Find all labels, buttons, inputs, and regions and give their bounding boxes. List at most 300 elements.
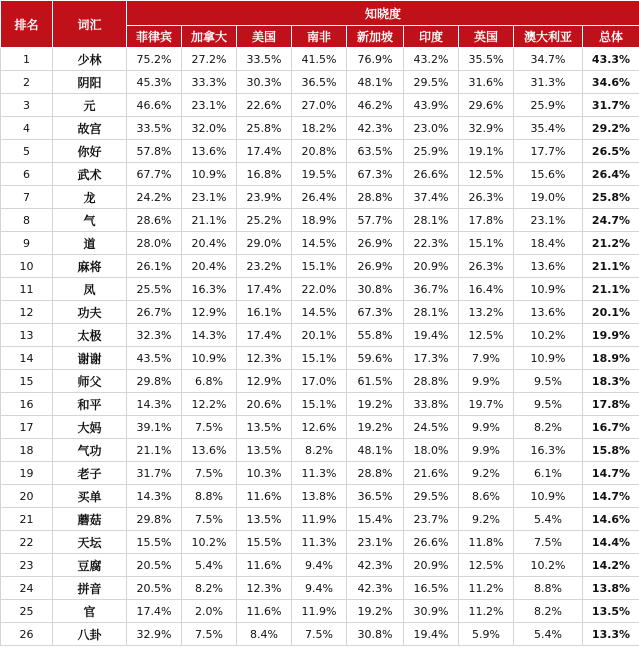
country-value-cell: 19.0% [514, 186, 583, 209]
rank-cell: 5 [1, 140, 53, 163]
country-value-cell: 11.9% [292, 508, 347, 531]
country-value-cell: 19.4% [404, 324, 459, 347]
country-value-cell: 28.8% [347, 462, 404, 485]
country-value-cell: 8.2% [292, 439, 347, 462]
table-row [1, 462, 639, 485]
country-value-cell: 18.9% [292, 209, 347, 232]
country-value-cell: 25.8% [237, 117, 292, 140]
table-row [1, 347, 639, 370]
term-cell: 麻将 [53, 255, 127, 278]
table-row [1, 393, 639, 416]
country-value-cell: 10.9% [514, 347, 583, 370]
country-value-cell: 57.7% [347, 209, 404, 232]
country-value-cell: 35.5% [459, 48, 514, 71]
term-cell: 武术 [53, 163, 127, 186]
country-value-cell: 12.6% [292, 416, 347, 439]
table-row [1, 623, 639, 646]
country-value-cell: 13.5% [237, 439, 292, 462]
rank-cell: 23 [1, 554, 53, 577]
rank-cell: 16 [1, 393, 53, 416]
rank-cell: 20 [1, 485, 53, 508]
country-value-cell: 20.6% [237, 393, 292, 416]
term-cell: 豆腐 [53, 554, 127, 577]
country-value-cell: 16.3% [182, 278, 237, 301]
country-value-cell: 5.4% [514, 623, 583, 646]
country-value-cell: 26.3% [459, 255, 514, 278]
country-value-cell: 23.1% [347, 531, 404, 554]
country-value-cell: 28.8% [404, 370, 459, 393]
country-value-cell: 10.2% [514, 554, 583, 577]
country-value-cell: 11.8% [459, 531, 514, 554]
total-value-cell: 18.3% [583, 370, 639, 393]
country-value-cell: 24.5% [404, 416, 459, 439]
country-value-cell: 22.6% [237, 94, 292, 117]
country-value-cell: 8.8% [514, 577, 583, 600]
rank-cell: 11 [1, 278, 53, 301]
total-value-cell: 21.2% [583, 232, 639, 255]
country-value-cell: 6.1% [514, 462, 583, 485]
country-value-cell: 7.5% [182, 623, 237, 646]
country-value-cell: 36.5% [292, 71, 347, 94]
country-value-cell: 2.0% [182, 600, 237, 623]
country-value-cell: 25.2% [237, 209, 292, 232]
country-value-cell: 76.9% [347, 48, 404, 71]
country-value-cell: 32.9% [127, 623, 182, 646]
term-cell: 谢谢 [53, 347, 127, 370]
table-row [1, 140, 639, 163]
country-value-cell: 42.3% [347, 117, 404, 140]
country-value-cell: 6.8% [182, 370, 237, 393]
country-value-cell: 25.9% [404, 140, 459, 163]
term-cell: 元 [53, 94, 127, 117]
country-value-cell: 9.2% [459, 462, 514, 485]
country-value-cell: 7.9% [459, 347, 514, 370]
rank-cell: 25 [1, 600, 53, 623]
country-value-cell: 12.9% [182, 301, 237, 324]
total-value-cell: 16.7% [583, 416, 639, 439]
country-value-cell: 11.6% [237, 600, 292, 623]
country-value-cell: 46.2% [347, 94, 404, 117]
total-value-cell: 29.2% [583, 117, 639, 140]
country-value-cell: 23.9% [237, 186, 292, 209]
total-value-cell: 24.7% [583, 209, 639, 232]
country-value-cell: 11.6% [237, 485, 292, 508]
country-value-cell: 36.5% [347, 485, 404, 508]
rank-cell: 15 [1, 370, 53, 393]
country-value-cell: 10.3% [237, 462, 292, 485]
rank-cell: 3 [1, 94, 53, 117]
country-value-cell: 20.8% [292, 140, 347, 163]
rank-cell: 8 [1, 209, 53, 232]
country-value-cell: 28.1% [404, 209, 459, 232]
term-cell: 和平 [53, 393, 127, 416]
country-value-cell: 20.9% [404, 554, 459, 577]
country-value-cell: 13.6% [182, 140, 237, 163]
country-value-cell: 21.6% [404, 462, 459, 485]
rank-cell: 12 [1, 301, 53, 324]
country-value-cell: 28.1% [404, 301, 459, 324]
total-value-cell: 14.7% [583, 462, 639, 485]
total-value-cell: 13.8% [583, 577, 639, 600]
country-value-cell: 10.9% [182, 347, 237, 370]
country-value-cell: 8.6% [459, 485, 514, 508]
total-value-cell: 25.8% [583, 186, 639, 209]
country-value-cell: 11.3% [292, 462, 347, 485]
total-value-cell: 14.6% [583, 508, 639, 531]
country-value-cell: 13.5% [237, 508, 292, 531]
total-value-cell: 21.1% [583, 278, 639, 301]
country-value-cell: 11.9% [292, 600, 347, 623]
country-value-cell: 26.9% [347, 255, 404, 278]
country-value-cell: 15.1% [459, 232, 514, 255]
country-value-cell: 61.5% [347, 370, 404, 393]
total-value-cell: 14.2% [583, 554, 639, 577]
table-row [1, 94, 639, 117]
total-value-cell: 21.1% [583, 255, 639, 278]
country-value-cell: 10.9% [514, 278, 583, 301]
country-header: 印度 [404, 26, 459, 48]
country-value-cell: 17.7% [514, 140, 583, 163]
total-value-cell: 17.8% [583, 393, 639, 416]
country-value-cell: 13.5% [237, 416, 292, 439]
country-value-cell: 27.0% [292, 94, 347, 117]
country-value-cell: 13.6% [182, 439, 237, 462]
country-value-cell: 7.5% [514, 531, 583, 554]
country-value-cell: 33.8% [404, 393, 459, 416]
country-value-cell: 13.6% [514, 301, 583, 324]
rank-cell: 22 [1, 531, 53, 554]
country-value-cell: 8.2% [182, 577, 237, 600]
total-value-cell: 20.1% [583, 301, 639, 324]
term-cell: 道 [53, 232, 127, 255]
country-header: 美国 [237, 26, 292, 48]
country-value-cell: 21.1% [182, 209, 237, 232]
table-row [1, 531, 639, 554]
country-value-cell: 21.1% [127, 439, 182, 462]
country-value-cell: 8.4% [237, 623, 292, 646]
country-value-cell: 29.5% [404, 71, 459, 94]
term-cell: 功夫 [53, 301, 127, 324]
table-row [1, 485, 639, 508]
country-value-cell: 16.8% [237, 163, 292, 186]
country-value-cell: 8.2% [514, 416, 583, 439]
country-value-cell: 13.2% [459, 301, 514, 324]
term-cell: 八卦 [53, 623, 127, 646]
country-value-cell: 16.4% [459, 278, 514, 301]
country-value-cell: 23.2% [237, 255, 292, 278]
total-value-cell: 26.4% [583, 163, 639, 186]
term-cell: 阴阳 [53, 71, 127, 94]
country-value-cell: 26.6% [404, 163, 459, 186]
term-header: 词汇 [53, 1, 127, 48]
country-value-cell: 32.3% [127, 324, 182, 347]
country-value-cell: 30.9% [404, 600, 459, 623]
country-value-cell: 25.5% [127, 278, 182, 301]
country-value-cell: 10.2% [182, 531, 237, 554]
country-value-cell: 23.1% [182, 94, 237, 117]
country-value-cell: 9.9% [459, 439, 514, 462]
table-row [1, 370, 639, 393]
table-row [1, 577, 639, 600]
table-row [1, 416, 639, 439]
country-value-cell: 18.0% [404, 439, 459, 462]
country-value-cell: 48.1% [347, 439, 404, 462]
country-value-cell: 12.3% [237, 577, 292, 600]
rank-cell: 6 [1, 163, 53, 186]
country-value-cell: 15.5% [237, 531, 292, 554]
country-value-cell: 26.4% [292, 186, 347, 209]
country-value-cell: 55.8% [347, 324, 404, 347]
country-value-cell: 10.2% [514, 324, 583, 347]
country-value-cell: 15.5% [127, 531, 182, 554]
table-row [1, 232, 639, 255]
country-value-cell: 57.8% [127, 140, 182, 163]
term-cell: 大妈 [53, 416, 127, 439]
rank-cell: 24 [1, 577, 53, 600]
country-value-cell: 26.9% [347, 232, 404, 255]
country-value-cell: 23.1% [182, 186, 237, 209]
country-value-cell: 5.4% [514, 508, 583, 531]
country-value-cell: 20.5% [127, 554, 182, 577]
country-value-cell: 42.3% [347, 577, 404, 600]
term-cell: 你好 [53, 140, 127, 163]
country-value-cell: 31.6% [459, 71, 514, 94]
country-value-cell: 22.0% [292, 278, 347, 301]
country-value-cell: 12.5% [459, 554, 514, 577]
country-value-cell: 26.7% [127, 301, 182, 324]
country-value-cell: 16.1% [237, 301, 292, 324]
country-value-cell: 15.1% [292, 347, 347, 370]
rank-cell: 4 [1, 117, 53, 140]
term-cell: 老子 [53, 462, 127, 485]
country-value-cell: 18.2% [292, 117, 347, 140]
country-value-cell: 19.2% [347, 416, 404, 439]
country-value-cell: 59.6% [347, 347, 404, 370]
country-value-cell: 26.6% [404, 531, 459, 554]
country-value-cell: 12.9% [237, 370, 292, 393]
total-value-cell: 34.6% [583, 71, 639, 94]
table-row [1, 324, 639, 347]
term-cell: 龙 [53, 186, 127, 209]
country-value-cell: 11.3% [292, 531, 347, 554]
country-value-cell: 14.3% [127, 485, 182, 508]
country-value-cell: 7.5% [182, 508, 237, 531]
total-value-cell: 13.3% [583, 623, 639, 646]
country-value-cell: 28.6% [127, 209, 182, 232]
table-row [1, 439, 639, 462]
table-row [1, 71, 639, 94]
table-row [1, 163, 639, 186]
country-value-cell: 20.5% [127, 577, 182, 600]
country-value-cell: 17.3% [404, 347, 459, 370]
country-value-cell: 33.5% [127, 117, 182, 140]
country-value-cell: 29.5% [404, 485, 459, 508]
total-value-cell: 19.9% [583, 324, 639, 347]
country-value-cell: 7.5% [182, 462, 237, 485]
table-row [1, 278, 639, 301]
country-value-cell: 26.1% [127, 255, 182, 278]
table-row [1, 255, 639, 278]
rank-cell: 17 [1, 416, 53, 439]
country-value-cell: 16.3% [514, 439, 583, 462]
rank-cell: 9 [1, 232, 53, 255]
country-value-cell: 22.3% [404, 232, 459, 255]
country-value-cell: 9.9% [459, 370, 514, 393]
rank-cell: 26 [1, 623, 53, 646]
country-value-cell: 15.4% [347, 508, 404, 531]
country-value-cell: 19.1% [459, 140, 514, 163]
country-value-cell: 30.3% [237, 71, 292, 94]
country-value-cell: 33.3% [182, 71, 237, 94]
country-value-cell: 10.9% [182, 163, 237, 186]
country-value-cell: 20.9% [404, 255, 459, 278]
country-value-cell: 43.9% [404, 94, 459, 117]
country-value-cell: 17.4% [237, 140, 292, 163]
country-value-cell: 20.4% [182, 232, 237, 255]
country-value-cell: 15.1% [292, 255, 347, 278]
term-cell: 太极 [53, 324, 127, 347]
table-body [1, 48, 639, 646]
country-value-cell: 29.0% [237, 232, 292, 255]
term-cell: 蘑菇 [53, 508, 127, 531]
term-cell: 少林 [53, 48, 127, 71]
country-value-cell: 31.7% [127, 462, 182, 485]
country-value-cell: 28.0% [127, 232, 182, 255]
country-value-cell: 31.3% [514, 71, 583, 94]
country-value-cell: 12.3% [237, 347, 292, 370]
country-value-cell: 10.9% [514, 485, 583, 508]
country-value-cell: 25.9% [514, 94, 583, 117]
country-value-cell: 5.9% [459, 623, 514, 646]
rank-cell: 10 [1, 255, 53, 278]
country-value-cell: 19.4% [404, 623, 459, 646]
total-header: 总体 [583, 26, 639, 48]
country-value-cell: 29.8% [127, 508, 182, 531]
country-value-cell: 34.7% [514, 48, 583, 71]
header-row-top [1, 1, 639, 26]
total-value-cell: 15.8% [583, 439, 639, 462]
term-cell: 气功 [53, 439, 127, 462]
country-value-cell: 7.5% [292, 623, 347, 646]
country-value-cell: 41.5% [292, 48, 347, 71]
total-value-cell: 43.3% [583, 48, 639, 71]
country-value-cell: 12.5% [459, 163, 514, 186]
country-value-cell: 8.8% [182, 485, 237, 508]
term-cell: 故宫 [53, 117, 127, 140]
rank-cell: 19 [1, 462, 53, 485]
country-value-cell: 46.6% [127, 94, 182, 117]
rank-cell: 21 [1, 508, 53, 531]
country-value-cell: 17.8% [459, 209, 514, 232]
country-value-cell: 15.6% [514, 163, 583, 186]
country-value-cell: 11.2% [459, 600, 514, 623]
table-row [1, 554, 639, 577]
country-value-cell: 17.4% [237, 324, 292, 347]
country-value-cell: 13.6% [514, 255, 583, 278]
table-row [1, 508, 639, 531]
country-value-cell: 20.1% [292, 324, 347, 347]
country-header: 新加坡 [347, 26, 404, 48]
country-value-cell: 32.0% [182, 117, 237, 140]
country-value-cell: 9.5% [514, 393, 583, 416]
term-cell: 师父 [53, 370, 127, 393]
rank-cell: 1 [1, 48, 53, 71]
country-value-cell: 17.0% [292, 370, 347, 393]
country-value-cell: 12.5% [459, 324, 514, 347]
rank-cell: 2 [1, 71, 53, 94]
country-value-cell: 9.9% [459, 416, 514, 439]
country-value-cell: 33.5% [237, 48, 292, 71]
table-row [1, 600, 639, 623]
country-value-cell: 11.6% [237, 554, 292, 577]
country-value-cell: 19.5% [292, 163, 347, 186]
country-value-cell: 67.3% [347, 163, 404, 186]
total-value-cell: 14.4% [583, 531, 639, 554]
country-value-cell: 45.3% [127, 71, 182, 94]
country-value-cell: 12.2% [182, 393, 237, 416]
country-value-cell: 8.2% [514, 600, 583, 623]
country-header: 澳大利亚 [514, 26, 583, 48]
rank-cell: 13 [1, 324, 53, 347]
country-value-cell: 23.7% [404, 508, 459, 531]
country-value-cell: 37.4% [404, 186, 459, 209]
country-value-cell: 29.6% [459, 94, 514, 117]
term-cell: 凤 [53, 278, 127, 301]
country-value-cell: 16.5% [404, 577, 459, 600]
country-value-cell: 9.5% [514, 370, 583, 393]
term-cell: 买单 [53, 485, 127, 508]
country-value-cell: 43.5% [127, 347, 182, 370]
table-row [1, 48, 639, 71]
country-value-cell: 5.4% [182, 554, 237, 577]
country-value-cell: 11.2% [459, 577, 514, 600]
country-value-cell: 23.1% [514, 209, 583, 232]
country-value-cell: 9.4% [292, 554, 347, 577]
country-value-cell: 28.8% [347, 186, 404, 209]
country-value-cell: 14.5% [292, 232, 347, 255]
country-value-cell: 39.1% [127, 416, 182, 439]
rank-cell: 14 [1, 347, 53, 370]
table-row [1, 209, 639, 232]
country-value-cell: 14.3% [127, 393, 182, 416]
country-header: 英国 [459, 26, 514, 48]
country-value-cell: 42.3% [347, 554, 404, 577]
country-value-cell: 32.9% [459, 117, 514, 140]
country-value-cell: 36.7% [404, 278, 459, 301]
country-value-cell: 14.5% [292, 301, 347, 324]
country-value-cell: 18.4% [514, 232, 583, 255]
table-row [1, 301, 639, 324]
country-header: 菲律宾 [127, 26, 182, 48]
country-value-cell: 7.5% [182, 416, 237, 439]
country-value-cell: 30.8% [347, 623, 404, 646]
country-value-cell: 9.4% [292, 577, 347, 600]
country-value-cell: 67.7% [127, 163, 182, 186]
country-value-cell: 27.2% [182, 48, 237, 71]
country-value-cell: 15.1% [292, 393, 347, 416]
country-value-cell: 9.2% [459, 508, 514, 531]
country-value-cell: 19.7% [459, 393, 514, 416]
country-value-cell: 48.1% [347, 71, 404, 94]
term-cell: 天坛 [53, 531, 127, 554]
country-header: 南非 [292, 26, 347, 48]
country-value-cell: 43.2% [404, 48, 459, 71]
rank-cell: 18 [1, 439, 53, 462]
country-value-cell: 19.2% [347, 393, 404, 416]
country-value-cell: 20.4% [182, 255, 237, 278]
total-value-cell: 13.5% [583, 600, 639, 623]
term-cell: 官 [53, 600, 127, 623]
